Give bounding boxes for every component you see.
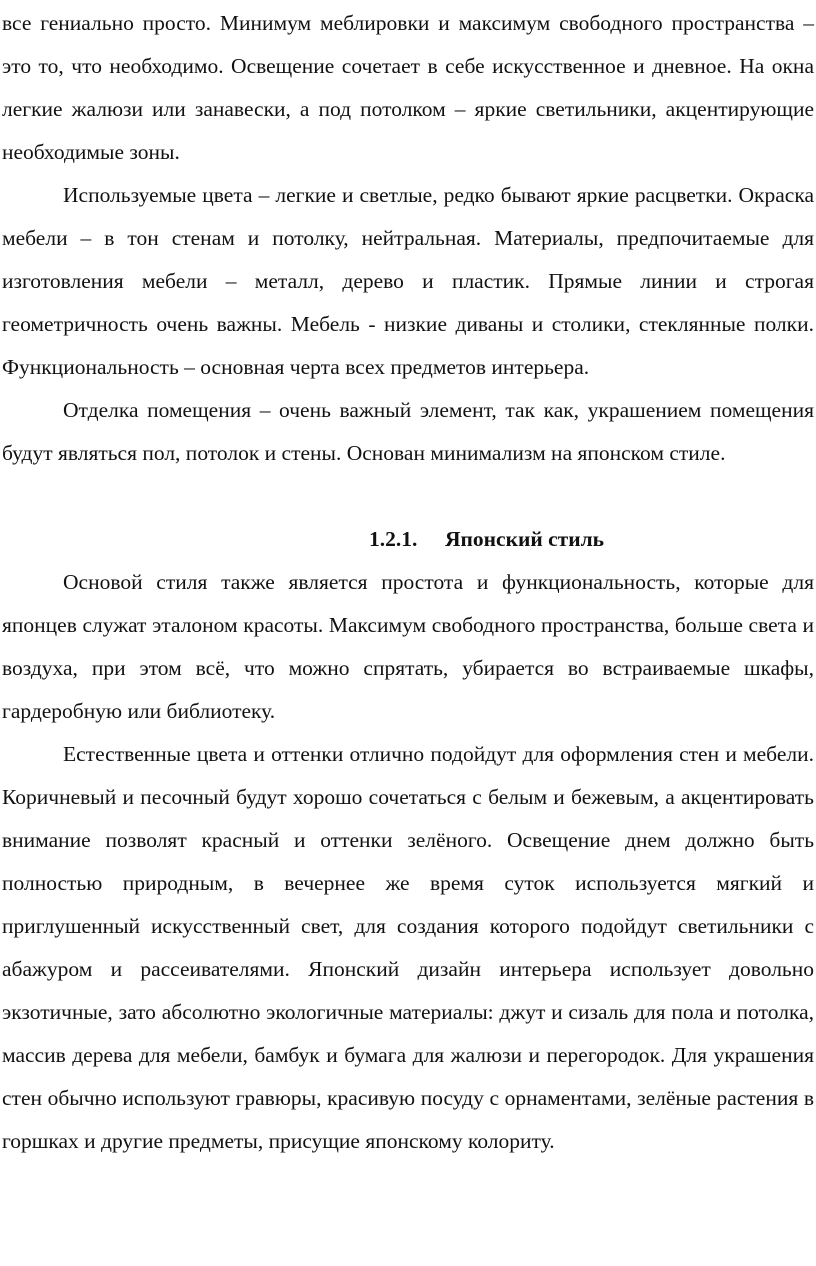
- section-spacer: [2, 475, 814, 518]
- section-title: Японский стиль: [445, 527, 605, 551]
- paragraph-continuation: все гениально просто. Минимум меблировки и максимум свободного пространства – это то, что необходимо. Освещение сочетает в себе искусственное и дневное. На окна легкие жалюзи или занавески, а под потолком – яркие светильники, акцентирующие необходимые зоны.: [2, 11, 814, 164]
- paragraph-finishing: Отделка помещения – очень важный элемент, так как, украшением помещения будут являться пол, потолок и стены. Основан минимализм на японском стиле.: [2, 398, 814, 465]
- document-page: [2, 0, 814, 1163]
- section-number: 1.2.1.: [369, 527, 418, 551]
- paragraph-japanese-basis: Основой стиля также является простота и функциональность, которые для японцев служат эталоном красоты. Максимум свободного пространства, больше света и воздуха, при этом всё, что можно спрятать, убирается во встраиваемые шкафы, гардеробную или библиотеку.: [2, 570, 814, 723]
- paragraph-japanese-colors-materials: Естественные цвета и оттенки отлично подойдут для оформления стен и мебели. Коричневый и песочный будут хорошо сочетаться с белым и бежевым, а акцентировать внимание позволят красный и оттенки зелёного. Освещение днем должно быть полностью природным, в вечернее же время суток используется мягкий и приглушенный искусственный свет, для создания которого подойдут светильники с абажуром и рассеивателями. Японский дизайн интерьера использует довольно экзотичные, зато абсолютно экологичные материалы: джут и сизаль для пола и потолка, массив дерева для мебели, бамбук и бумага для жалюзи и перегородок. Для украшения стен обычно используют гравюры, красивую посуду с орнаментами, зелёные растения в горшках и другие предметы, присущие японскому колориту.: [2, 742, 814, 1153]
- section-heading: [2, 518, 814, 561]
- paragraph-colors-materials: Используемые цвета – легкие и светлые, редко бывают яркие расцветки. Окраска мебели – в тон стенам и потолку, нейтральная. Материалы, предпочитаемые для изготовления мебели – металл, дерево и пластик. Прямые линии и строгая геометричность очень важны. Мебель - низкие диваны и столики, стеклянные полки. Функциональность – основная черта всех предметов интерьера.: [2, 183, 814, 379]
